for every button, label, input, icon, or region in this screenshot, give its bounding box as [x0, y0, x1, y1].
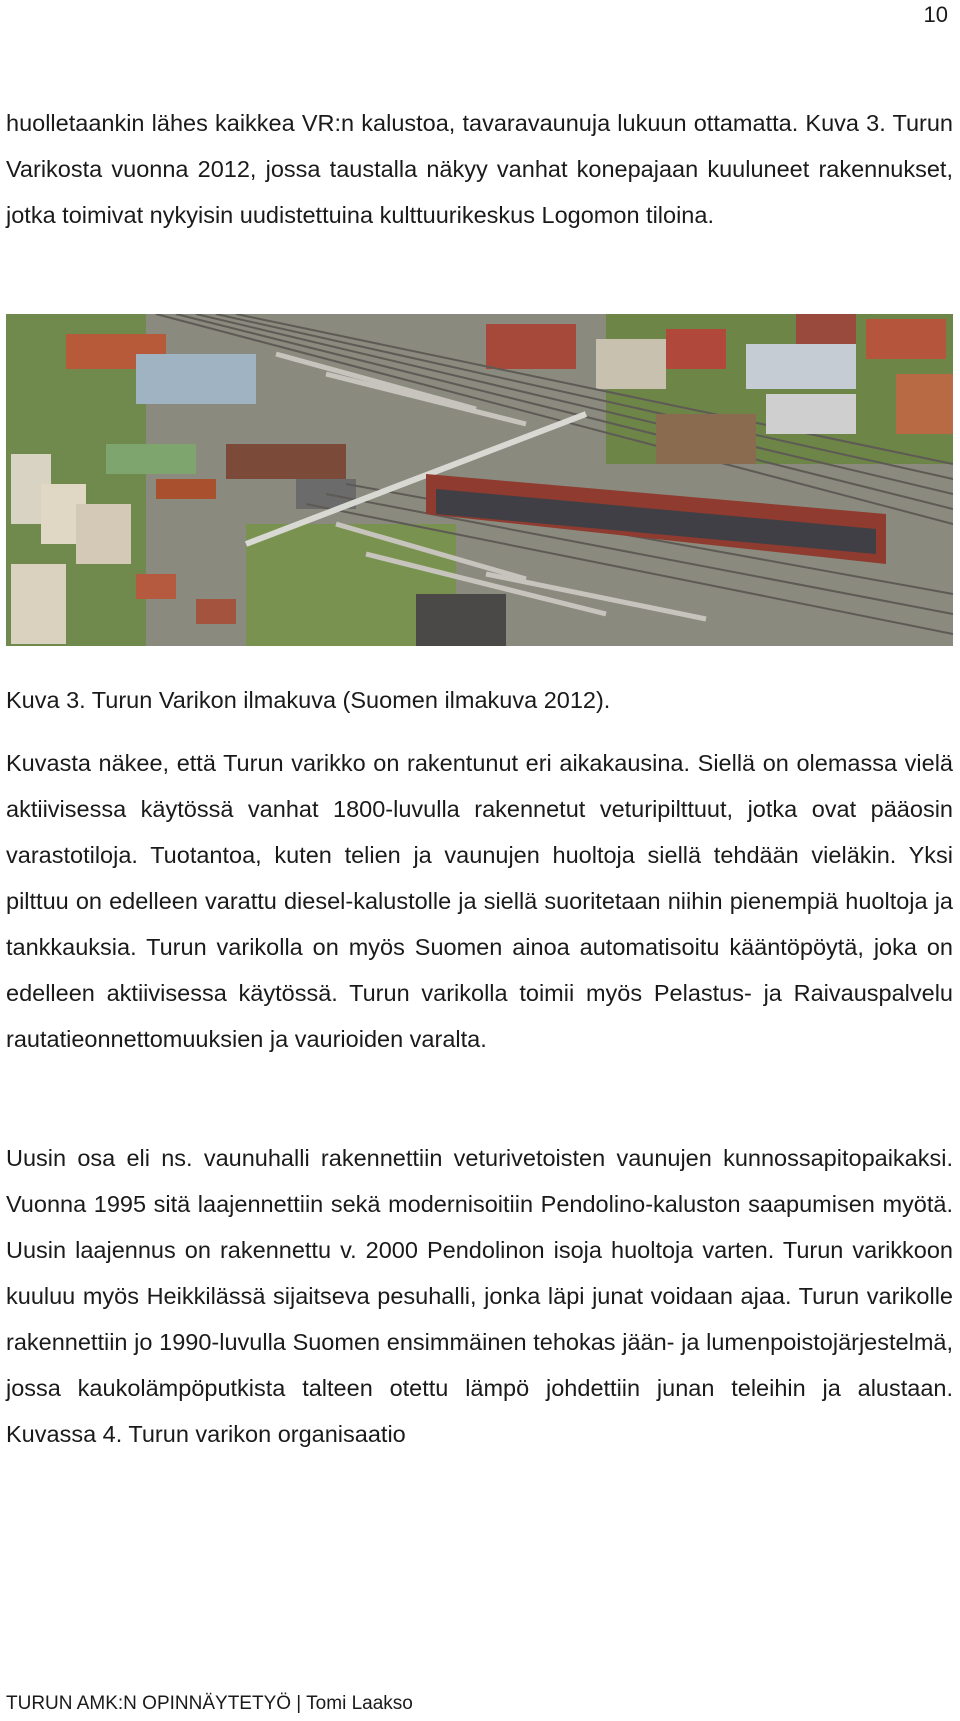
intro-paragraph: huolletaankin lähes kaikkea VR:n kalustoa, tavaravaunuja lukuun ottamatta. Kuva 3. Turun Varikosta vuonna 2012, jossa taustalla näkyy vanhat konepajaan kuuluneet rakennukset, jotka toimivat nykyisin uudistettuina kulttuurikeskus Logomon tiloina.	[6, 110, 953, 228]
figure-caption: Kuva 3. Turun Varikon ilmakuva (Suomen ilmakuva 2012).	[6, 687, 611, 713]
body-paragraph: Uusin osa eli ns. vaunuhalli rakennettiin veturivetoisten vaunujen kunnossapitopaikaksi. Vuonna 1995 sitä laajennettiin sekä modernisoitiin Pendolino-kaluston saapumisen myötä. Uusin laajennus on rakennettu v. 2000 Pendolinon isoja huoltoja varten. Turun varikkoon kuuluu myös Heikkilässä sijaitseva pesuhalli, jonka läpi junat voidaan ajaa. Turun varikolle rakennettiin jo 1990-luvulla Suomen ensimmäinen tehokas jään- ja lumenpoistojärjestelmä, jossa kaukolämpöputkista talteen otettu lämpö johdettiin junan teleihin ja alustaan. Kuvassa 4. Turun varikon organisaatio	[6, 1145, 953, 1447]
body-paragraph: Kuvasta näkee, että Turun varikko on rakentunut eri aikakausina. Siellä on olemassa vielä aktiivisessa käytössä vanhat 1800-luvulla rakennetut veturipilttuut, jotka ovat pääosin varastotiloja. Tuotantoa, kuten telien ja vaunujen huoltoja siellä tehdään vieläkin. Yksi pilttuu on edelleen varattu diesel-kalustolle ja siellä suoritetaan niihin pienempiä huoltoja ja tankkauksia. Turun varikolla on myös Suomen ainoa automatisoitu kääntöpöytä, joka on edelleen aktiivisessa käytössä. Turun varikolla toimii myös Pelastus- ja Raivauspalvelu rautatieonnettomuuksien ja vaurioiden varalta.	[6, 750, 953, 1052]
page-footer: TURUN AMK:N OPINNÄYTETYÖ | Tomi Laakso	[6, 1693, 413, 1714]
aerial-photo-railway-depot	[6, 314, 953, 646]
page-number: 10	[923, 2, 948, 27]
